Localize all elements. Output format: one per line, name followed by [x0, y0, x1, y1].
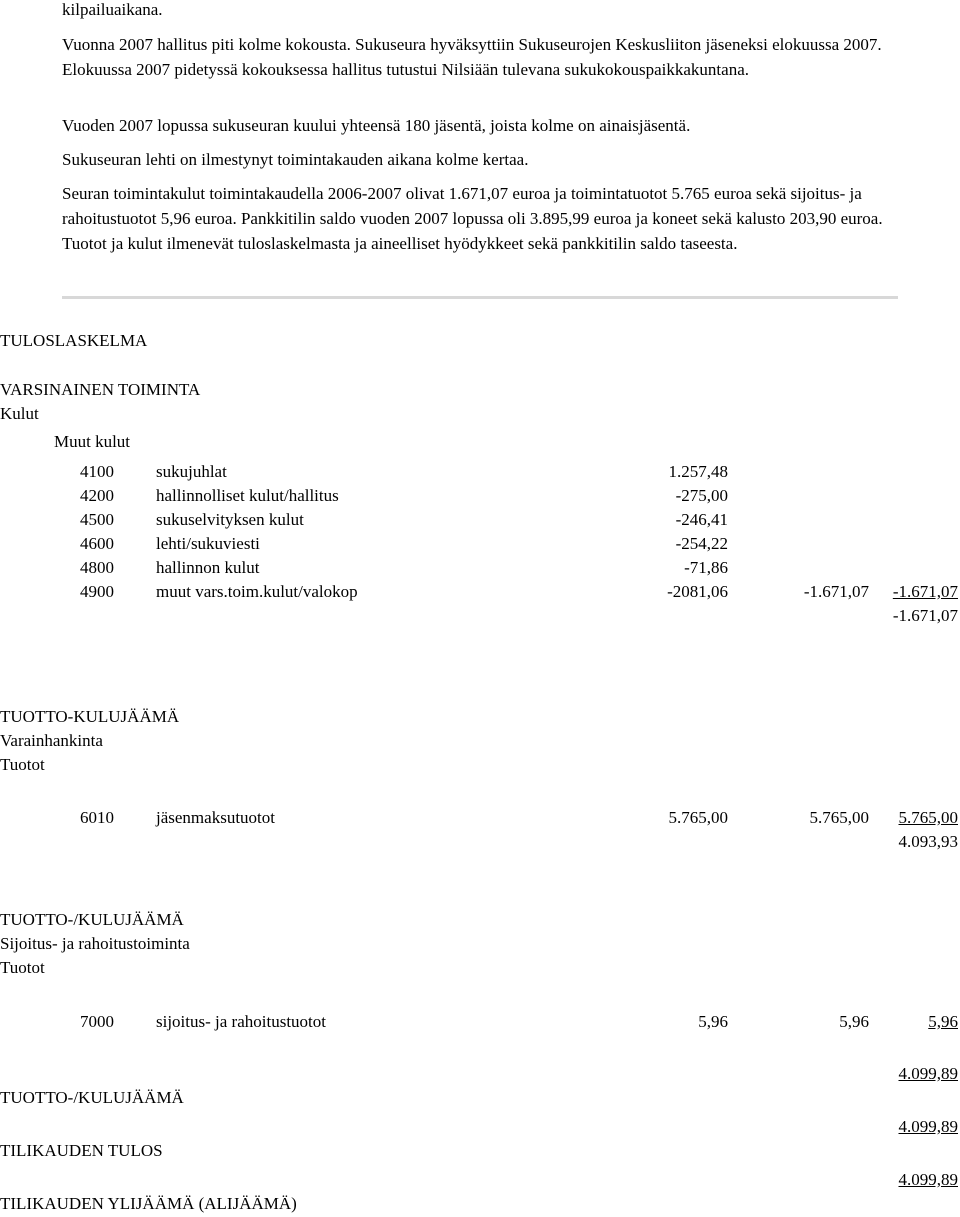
section3-heading: TUOTTO-/KULUJÄÄMÄ [0, 910, 184, 929]
result-label-final: TILIKAUDEN YLIJÄÄMÄ (ALIJÄÄMÄ) [0, 1194, 297, 1213]
account-code: 4900 [80, 582, 114, 601]
section3-sub1: Sijoitus- ja rahoitustoiminta [0, 934, 190, 953]
section2-subtotal: 5.765,00 [809, 808, 869, 827]
account-code: 4100 [80, 462, 114, 481]
account-label: sijoitus- ja rahoitustuotot [156, 1012, 326, 1031]
account-amount: -2081,06 [667, 582, 728, 601]
section1-total: -1.671,07 [892, 582, 958, 601]
account-label: lehti/sukuviesti [156, 534, 260, 553]
section2-net: 4.093,93 [898, 832, 958, 851]
account-amount: -254,22 [675, 534, 728, 553]
intro-paragraph-meetings: Vuonna 2007 hallitus piti kolme kokousta. Sukuseura hyväksyttiin Sukuseurojen Keskusliiton jäseneksi elokuussa 2007. Elokuussa 2007 pidetyssä kokouksessa hallitus tutustui Nilsiään tulevana sukukokouspaikkakuntana. [62, 35, 882, 79]
account-amount: 5,96 [698, 1012, 728, 1031]
result-value-surplus: 4.099,89 [898, 1064, 958, 1083]
account-code: 7000 [80, 1012, 114, 1031]
account-code: 4600 [80, 534, 114, 553]
section2-total: 5.765,00 [898, 808, 958, 827]
account-code: 4200 [80, 486, 114, 505]
result-label-surplus: TUOTTO-/KULUJÄÄMÄ [0, 1088, 184, 1107]
account-amount: 1.257,48 [668, 462, 728, 481]
account-label: hallinnon kulut [156, 558, 260, 577]
intro-paragraph-magazine: Sukuseuran lehti on ilmestynyt toimintakauden aikana kolme kertaa. [62, 150, 529, 169]
account-label: sukujuhlat [156, 462, 227, 481]
result-label-period: TILIKAUDEN TULOS [0, 1141, 163, 1160]
section1-sub: Kulut [0, 404, 39, 423]
account-amount: -71,86 [684, 558, 728, 577]
account-label: hallinnolliset kulut/hallitus [156, 486, 339, 505]
section2-heading: TUOTTO-KULUJÄÄMÄ [0, 707, 180, 726]
account-code: 4500 [80, 510, 114, 529]
intro-paragraph-members: Vuoden 2007 lopussa sukuseuran kuului yhteensä 180 jäsentä, joista kolme on ainaisjäsentä. [62, 116, 691, 135]
account-label: muut vars.toim.kulut/valokop [156, 582, 358, 601]
section3-sub2: Tuotot [0, 958, 45, 977]
account-code: 4800 [80, 558, 114, 577]
section3-total: 5,96 [928, 1012, 958, 1031]
section1-group: Muut kulut [54, 432, 131, 451]
account-amount: -275,00 [675, 486, 728, 505]
account-label: jäsenmaksutuotot [156, 808, 275, 827]
result-value-period: 4.099,89 [898, 1117, 958, 1136]
account-amount: 5.765,00 [668, 808, 728, 827]
section1-subtotal: -1.671,07 [803, 582, 869, 601]
section3-subtotal: 5,96 [839, 1012, 869, 1031]
account-label: sukuselvityksen kulut [156, 510, 304, 529]
account-code: 6010 [80, 808, 114, 827]
result-value-final: 4.099,89 [898, 1170, 958, 1189]
intro-paragraph-finances: Seuran toimintakulut toimintakaudella 2006-2007 olivat 1.671,07 euroa ja toimintatuotot 5.765 euroa sekä sijoitus- ja rahoitustuotot 5,96 euroa. Pankkitilin saldo vuoden 2007 lopussa oli 3.895,99 euroa ja koneet sekä kalusto 203,90 euroa. Tuotot ja kulut ilmenevät tuloslaskelmasta ja aineelliset hyödykkeet sekä pankkitilin saldo taseesta. [62, 184, 883, 253]
section2-sub2: Tuotot [0, 755, 45, 774]
intro-top-line: kilpailuaikana. [62, 0, 163, 19]
section1-heading: VARSINAINEN TOIMINTA [0, 380, 201, 399]
account-amount: -246,41 [675, 510, 728, 529]
horizontal-divider [62, 296, 898, 299]
section1-net: -1.671,07 [892, 606, 958, 625]
section2-sub1: Varainhankinta [0, 731, 103, 750]
statement-title: TULOSLASKELMA [0, 331, 148, 350]
